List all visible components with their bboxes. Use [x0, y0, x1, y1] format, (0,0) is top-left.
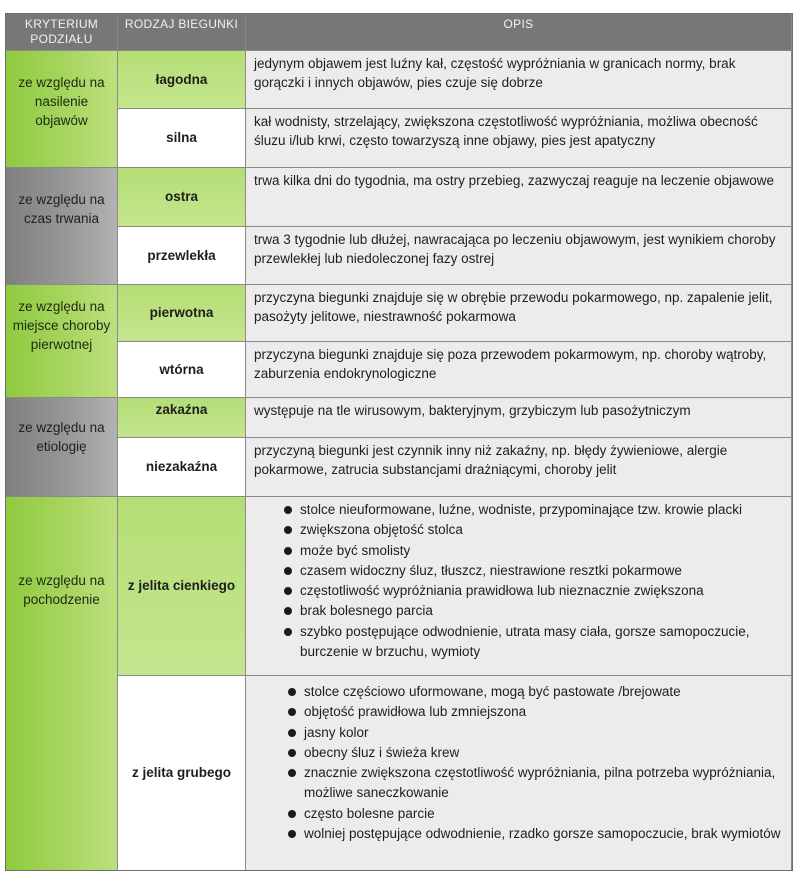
diarrhea-classification-table — [5, 13, 793, 871]
type-chronic: przewlekła — [118, 227, 246, 285]
header-type: RODZAJ BIEGUNKI — [118, 14, 246, 51]
desc-large-intestine — [246, 676, 792, 870]
desc-small-intestine — [246, 497, 792, 676]
type-primary: pierwotna — [118, 285, 246, 342]
header-criterion: KRYTERIUM PODZIAŁU — [6, 14, 118, 51]
desc-chronic: trwa 3 tygodnie lub dłużej, nawracająca po leczeniu objawowym, jest wynikiem choroby przewlekłej lub niedoleczonej fazy ostrej — [246, 227, 792, 285]
type-small-intestine: z jelita cienkiego — [118, 497, 246, 676]
desc-primary: przyczyna biegunki znajduje się w obrębie przewodu pokarmowego, np. zapalenie jelit, pasożyty jelitowe, niestrawność pokarmowa — [246, 285, 792, 342]
list-item: obecny śluz i świeża krew — [286, 743, 785, 763]
list-item: jasny kolor — [286, 723, 785, 743]
desc-mild: jedynym objawem jest luźny kał, częstość wypróżniania w granicach normy, brak gorączki i innych objawów, pies czuje się dobrze — [246, 51, 792, 109]
type-severe: silna — [118, 109, 246, 168]
list-item: stolce nieuformowane, luźne, wodniste, przypominające tzw. krowie placki — [282, 500, 785, 520]
type-mild: łagodna — [118, 51, 246, 109]
type-noninfectious: niezakaźna — [118, 438, 246, 497]
criterion-severity: ze względu na nasilenie objawów — [6, 51, 118, 168]
criterion-duration: ze względu na czas trwania — [6, 168, 118, 285]
list-item: stolce częściowo uformowane, mogą być pastowate /brejowate — [286, 682, 785, 702]
criterion-etiology: ze względu na etiologię — [6, 398, 118, 497]
list-item: szybko postępujące odwodnienie, utrata masy ciała, gorsze samopoczucie, burczenie w brzuchu, wymioty — [282, 622, 785, 663]
type-acute: ostra — [118, 168, 246, 227]
desc-secondary: przyczyna biegunki znajduje się poza przewodem pokarmowym, np. choroby wątroby, zaburzenia endokrynologiczne — [246, 342, 792, 398]
header-description: OPIS — [246, 14, 792, 51]
type-secondary: wtórna — [118, 342, 246, 398]
type-infectious: zakaźna — [118, 398, 246, 438]
desc-infectious: występuje na tle wirusowym, bakteryjnym, grzybiczym lub pasożytniczym — [246, 398, 792, 438]
list-item: objętość prawidłowa lub zmniejszona — [286, 702, 785, 722]
desc-noninfectious: przyczyną biegunki jest czynnik inny niż zakaźny, np. błędy żywieniowe, alergie pokarmowe, zatrucia substancjami drażniącymi, choroby jelit — [246, 438, 792, 497]
list-item: częstotliwość wypróżniania prawidłowa lub nieznacznie zwiększona — [282, 581, 785, 601]
large-intestine-list — [286, 682, 785, 844]
criterion-source: ze względu na pochodzenie — [6, 497, 118, 870]
list-item: zwiększona objętość stolca — [282, 520, 785, 540]
criterion-origin-site: ze względu na miejsce choroby pierwotnej — [6, 285, 118, 398]
list-item: czasem widoczny śluz, tłuszcz, niestrawione resztki pokarmowe — [282, 561, 785, 581]
type-large-intestine: z jelita grubego — [118, 676, 246, 870]
desc-acute: trwa kilka dni do tygodnia, ma ostry przebieg, zazwyczaj reaguje na leczenie objawowe — [246, 168, 792, 227]
list-item: brak bolesnego parcia — [282, 601, 785, 621]
small-intestine-list — [282, 500, 785, 662]
desc-severe: kał wodnisty, strzelający, zwiększona częstotliwość wypróżniania, możliwa obecność śluzu i/lub krwi, często towarzyszą inne objawy, pies jest apatyczny — [246, 109, 792, 168]
list-item: często bolesne parcie — [286, 804, 785, 824]
list-item: znacznie zwiększona częstotliwość wypróżniania, pilna potrzeba wypróżniania, możliwe saneczkowanie — [286, 763, 785, 804]
list-item: wolniej postępujące odwodnienie, rzadko gorsze samopoczucie, brak wymiotów — [286, 824, 785, 844]
list-item: może być smolisty — [282, 541, 785, 561]
